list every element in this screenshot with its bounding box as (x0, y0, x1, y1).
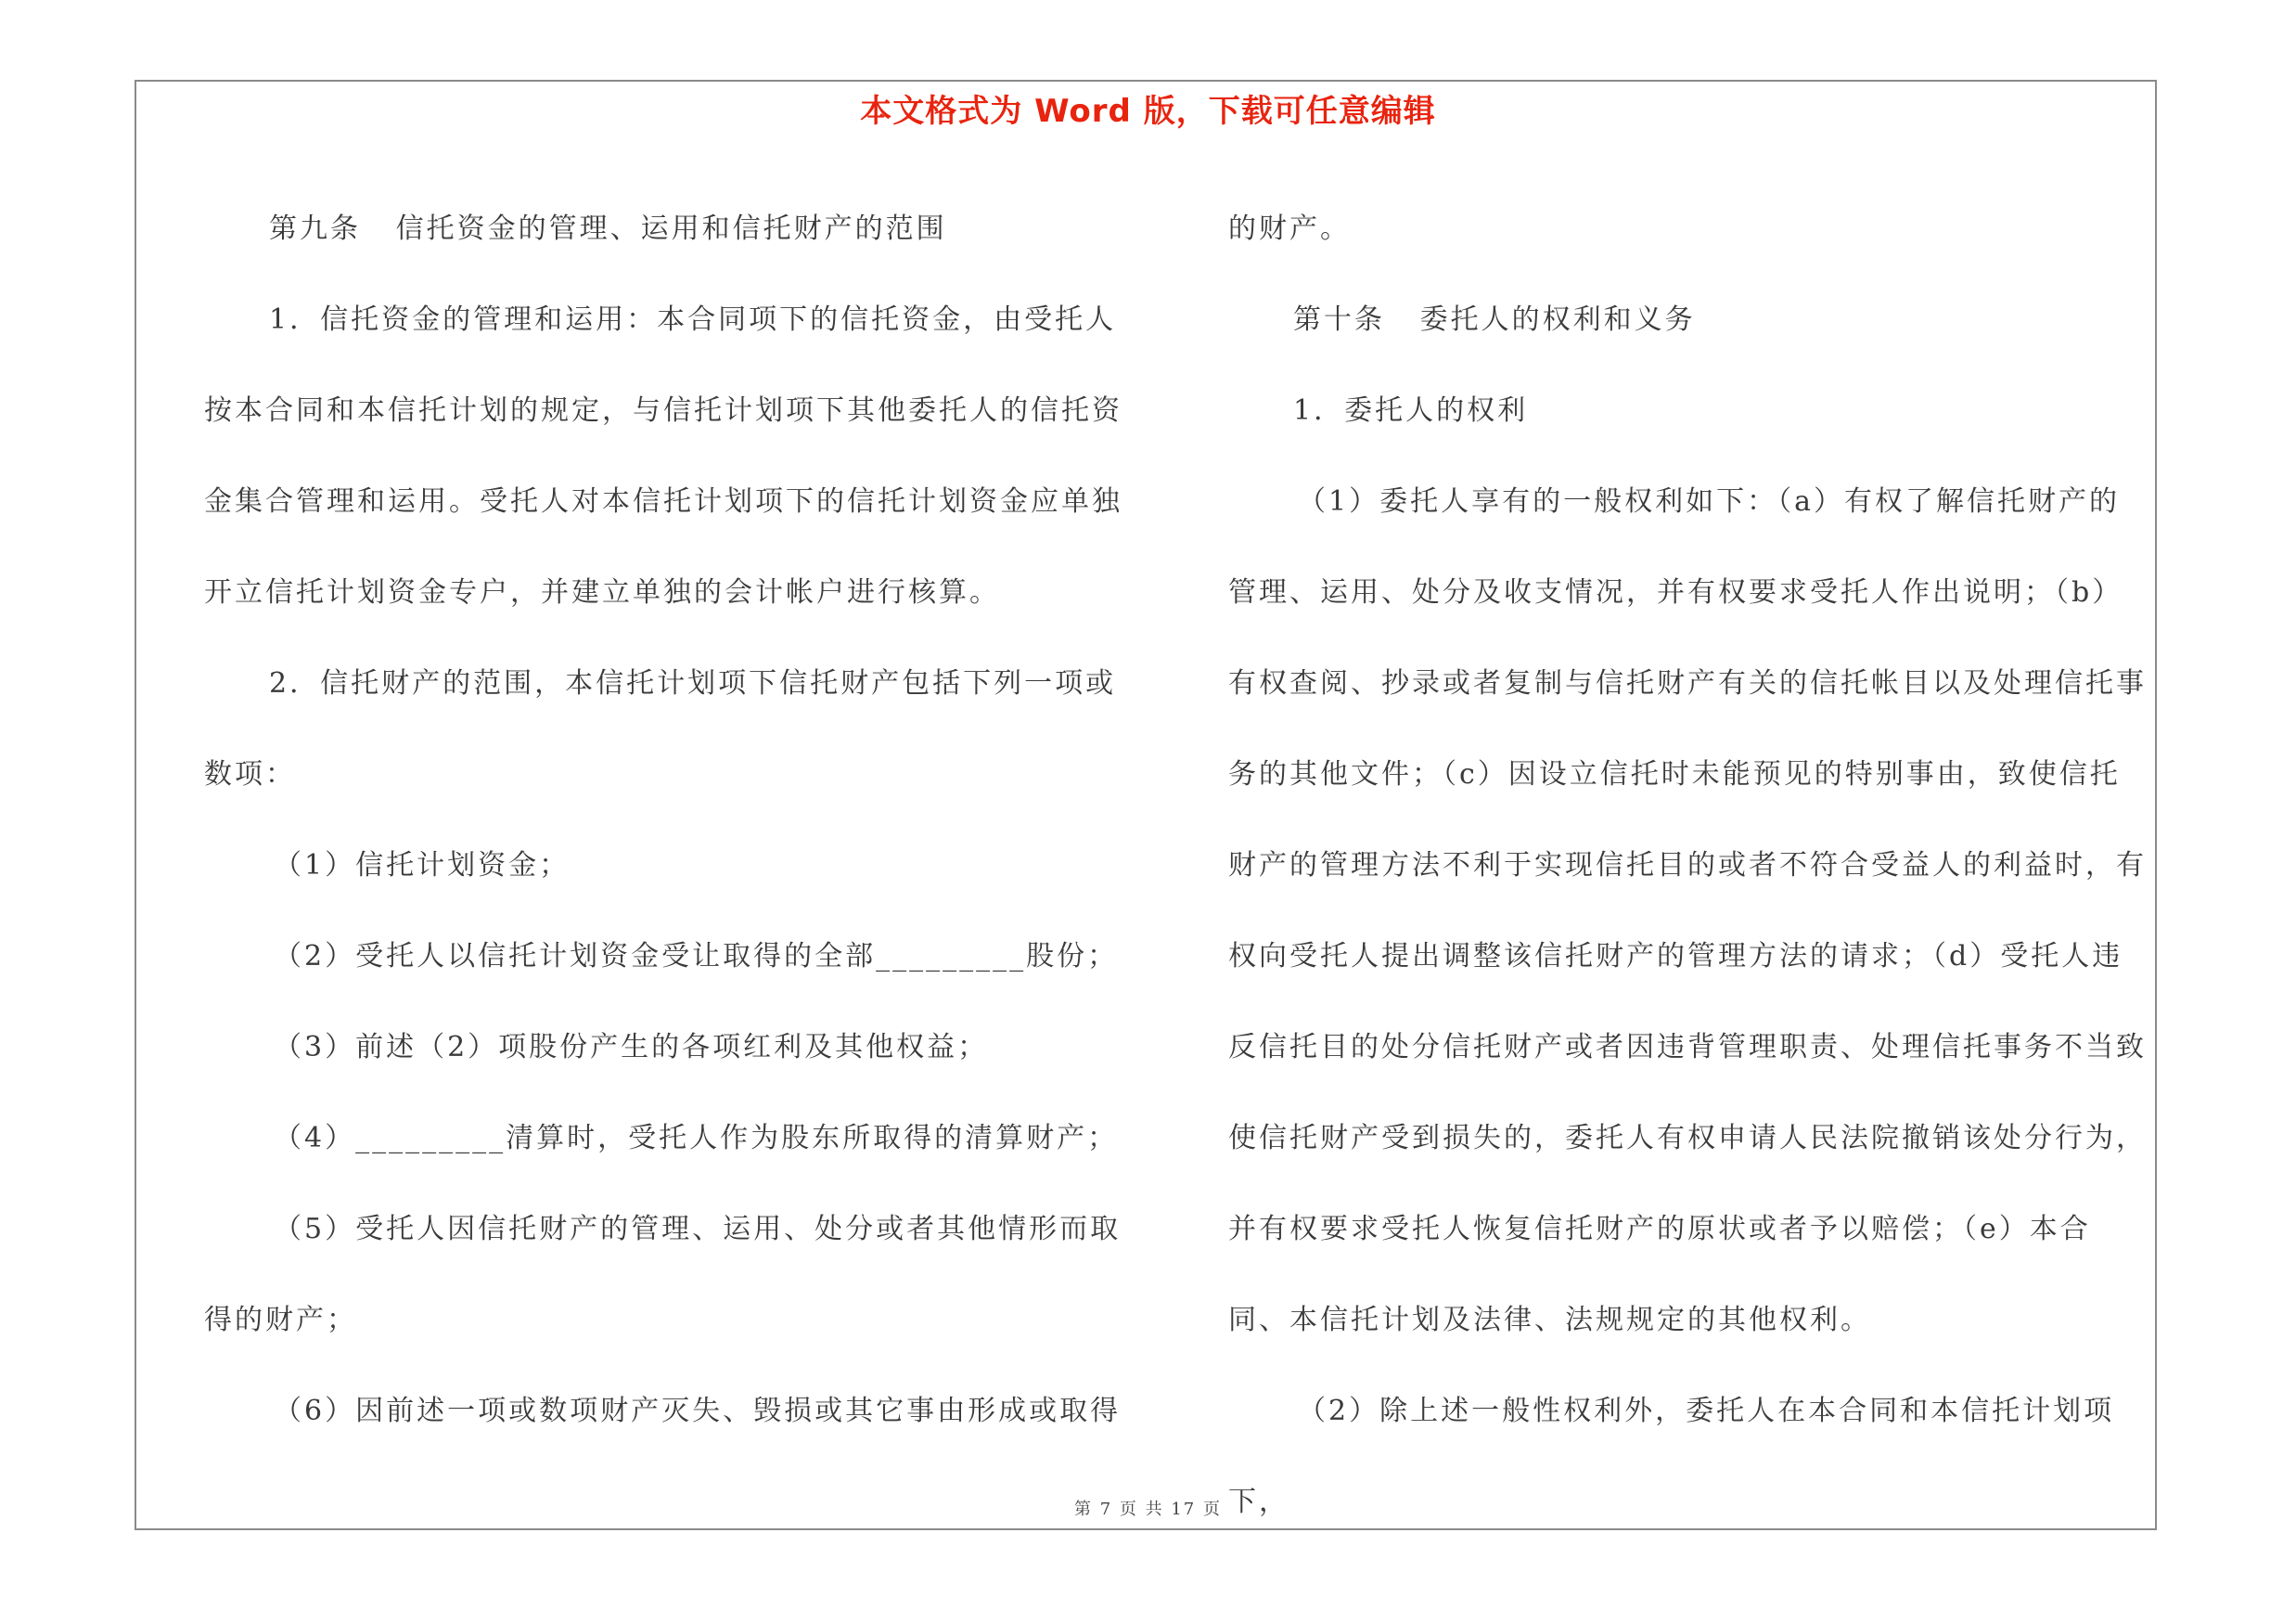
paragraph-fund-management: 1．信托资金的管理和运用：本合同项下的信托资金，由受托人按本合同和本信托计划的规定，与信托计划项下其他委托人的信托资金集合管理和运用。受托人对本信托计划项下的信托计划资金应单独开立信托计划资金专户，并建立单独的会计帐户进行核算。 (204, 303, 1122, 609)
list-item-4: （4）_________清算时，受托人作为股东所取得的清算财产； (274, 1122, 1119, 1154)
paragraph-trust-property-scope: 2．信托财产的范围，本信托计划项下信托财产包括下列一项或数项： (204, 667, 1117, 791)
page-number: 第 7 页 共 17 页 (1074, 1500, 1222, 1519)
left-column (204, 184, 1122, 1457)
format-banner: 本文格式为 Word 版，下载可任意编辑 (860, 93, 1436, 130)
article-9-heading: 第九条 信托资金的管理、运用和信托财产的范围 (269, 213, 947, 245)
paragraph-additional-rights: （2）除上述一般性权利外，委托人在本合同和本信托计划项下， (1228, 1395, 2115, 1518)
paragraph-general-rights: （1）委托人享有的一般权利如下：（a）有权了解信托财产的管理、运用、处分及收支情况，并有权要求受托人作出说明；（b）有权查阅、抄录或者复制与信托财产有关的信托帐目以及处理信托事务的其他文件；（c）因设立信托时未能预见的特别事由，致使信托财产的管理方法不利于实现信托目的或者不符合受益人的利益时，有权向受托人提出调整该信托财产的管理方法的请求；（d）受托人违反信托目的处分信托财产或者因违背管理职责、处理信托事务不当致使信托财产受到损失的，委托人有权申请人民法院撤销该处分行为，并有权要求受托人恢复信托财产的原状或者予以赔偿；（e）本合同、本信托计划及法律、法规规定的其他权利。 (1228, 485, 2147, 1336)
right-column (1228, 184, 2147, 1548)
list-item-3: （3）前述（2）项股份产生的各项红利及其他权益； (274, 1031, 989, 1063)
article-10-heading: 第十条 委托人的权利和义务 (1293, 303, 1696, 336)
list-item-5: （5）受托人因信托财产的管理、运用、处分或者其他情形而取得的财产； (204, 1213, 1122, 1336)
list-item-2: （2）受托人以信托计划资金受让取得的全部_________股份； (274, 940, 1119, 973)
section-settlor-rights: 1．委托人的权利 (1293, 394, 1529, 427)
list-item-6: （6）因前述一项或数项财产灭失、毁损或其它事由形成或取得 (274, 1395, 1122, 1427)
list-item-1: （1）信托计划资金； (274, 849, 571, 882)
continued-text: 的财产。 (1228, 213, 1351, 245)
